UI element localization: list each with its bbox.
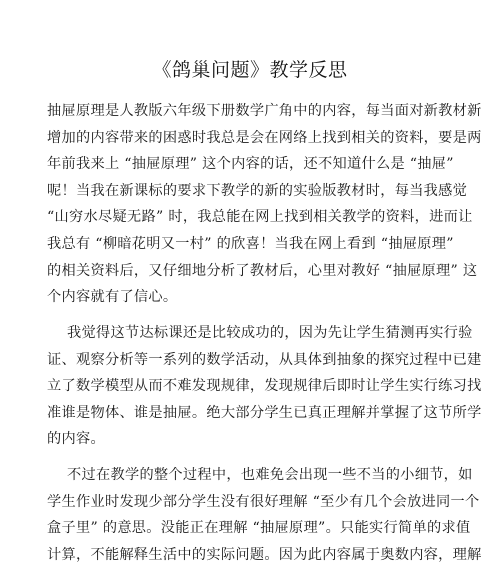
paragraph-line: 我总有 “柳暗花明又一村” 的欣喜！当我在网上看到 “抽屉原理” [47,235,454,252]
paragraph-line: 抽屉原理是人教版六年级下册数学广角中的内容，每当面对新教材新 [47,103,482,119]
paragraph-line: 的内容。 [47,431,105,448]
paragraph-line: 年前我来上 “抽屉原理” 这个内容的话，还不知道什么是 “抽屉” [47,156,454,173]
document-title: 《鸽巢问题》教学反思 [152,59,348,81]
paragraph-3 [47,462,482,568]
paragraph-line: 个内容就有了信心。 [47,289,178,306]
paragraph-2 [47,320,482,453]
paragraph-line: 学生作业时发现少部分学生没有很好理解 “至少有几个会放进同一个 [47,493,480,510]
paragraph-line: 的相关资料后，又仔细地分析了教材后，心里对教好 “抽屉原理” 这 [47,262,478,279]
paragraph-1 [47,98,482,311]
paragraph-line: 呢！当我在新课标的要求下教学的新的实验版教材时，每当我感觉 [47,182,468,199]
paragraph-line: 不过在教学的整个过程中，也难免会出现一些不当的小细节，如 [67,467,473,483]
paragraph-line: 增加的内容带来的困惑时我总是会在网络上找到相关的资料，要是两 [47,129,482,146]
paragraph-line: 立了数学模型从而不难发现规律，发现规律后即时让学生实行练习找 [47,378,482,395]
paragraph-line: 我觉得这节达标课还是比较成功的，因为先让学生猜测再实行验 [67,325,473,341]
paragraph-line: 证、观察分析等一系列的数学活动，从具体到抽象的探究过程中已建 [47,351,482,368]
paragraph-line: “山穷水尽疑无路” 时，我总能在网上找到相关教学的资料，进而让 [47,209,473,226]
paragraph-line: 盒子里” 的意思。没能正在理解 “抽屉原理”。只能实行简单的求值 [47,520,471,537]
paragraph-line: 准谁是物体、谁是抽屉。绝大部分学生已真正理解并掌握了这节所学 [47,404,482,421]
paragraph-line: 计算，不能解释生活中的实际问题。因为此内容属于奥数内容，理解 [47,546,482,563]
